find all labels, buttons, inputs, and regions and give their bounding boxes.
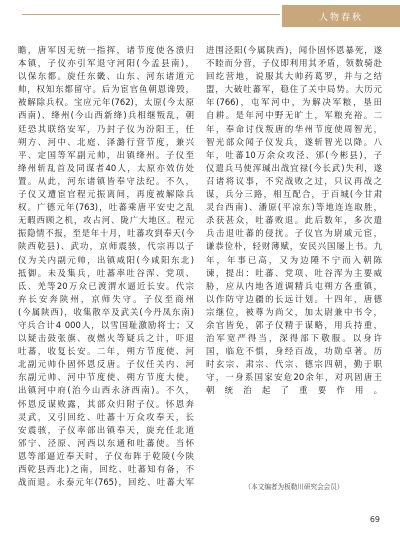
text-line: 不睦而分营，子仪即利用其矛盾，领数骑赴 bbox=[206, 58, 382, 69]
header-rule bbox=[22, 14, 280, 15]
text-line: 绛州斩乱首及同谋者40人，太原亦效仿处 bbox=[18, 162, 194, 173]
text-line: 北副元帅仆固怀恩反唐。子仪任关内、河 bbox=[18, 359, 194, 370]
text-line: 恩等部逼近奉天时，子仪布阵于乾陵(今陕 bbox=[18, 450, 194, 461]
text-line: 仪为关内副元帅，出镇咸阳(今咸阳东北) bbox=[18, 254, 194, 265]
text-line: 邠宁、泾原、河西以东通和吐蕃使。当怀 bbox=[18, 437, 194, 448]
text-line: 灵武，又引回纥、吐蕃十万众攻奉天，长 bbox=[18, 411, 194, 422]
text-line: 守兵合计4 000人，以雪国耻激励将士；又 bbox=[18, 319, 194, 330]
text-line: 回纥营地，说服其大帅药葛罗，并与之结 bbox=[206, 71, 382, 82]
text-line: 年，年事已高，又为边陲不宁而入朝陈 bbox=[206, 254, 382, 265]
text-line: 谏，提出：吐蕃、党项、吐谷浑为主要威 bbox=[206, 267, 382, 278]
text-line: 谋，兵分三路，相互配合，于百城(今甘肃 bbox=[206, 189, 382, 200]
text-line: 治军宽严得当，深得部下敬服。以身许 bbox=[206, 333, 382, 344]
text-line: 年(766)，屯军河中，为解决军粮，垦田 bbox=[206, 97, 382, 108]
left-text-column bbox=[18, 44, 194, 489]
text-line: 权。广德元年(763)，吐蕃乘唐平安史之乱 bbox=[18, 202, 194, 213]
text-line: 仪遣兵马使浑瑊出战宜禄(今长武)失利，遂 bbox=[206, 162, 382, 173]
text-line: 置。从此，河东诸镇皆奉守法纪。不久， bbox=[18, 175, 194, 186]
text-line: 灵台西南)、潘原(平凉东)等地连连取胜， bbox=[206, 202, 382, 213]
text-line: 陕西乾县)、武功，京师震骇，代宗再以子 bbox=[18, 241, 194, 252]
text-line: 无暇西顾之机，攻占河、陇广大地区。程元 bbox=[18, 215, 194, 226]
text-line: 廷恐其联络安军，乃封子仪为汾阳王，任 bbox=[18, 123, 194, 134]
text-line: 智光部众闻子仪发兵，遂斩智光以降。八 bbox=[206, 136, 382, 147]
author-note: （本文编者为板勒川研究会会员） bbox=[244, 483, 344, 491]
text-line: 战而退。永泰元年(765)，回纥、吐蕃大军 bbox=[18, 477, 194, 488]
text-line: 余官皆免，郭子仪精于谋略，用兵持重， bbox=[206, 319, 382, 330]
section-header-tab bbox=[282, 5, 400, 27]
text-line: 守，一身系国家安危20余年，对巩固唐王 bbox=[206, 372, 382, 383]
text-line: 安震骇，子仪率部出镇奉天，旋充任北道 bbox=[18, 424, 194, 435]
text-line: 子仪又遭宦官程元振离间，再度被解除兵 bbox=[18, 189, 194, 200]
text-line: 时玄宗、肃宗、代宗、德宗四朝，勤于职 bbox=[206, 359, 382, 370]
text-line: 弃长安奔陕州，京师失守。子仪至商州 bbox=[18, 293, 194, 304]
text-line: 召诸将议事，不究战败之过，只议再战之 bbox=[206, 175, 382, 186]
text-line: 宗继位，被尊为尚父，加太尉兼中书令， bbox=[206, 306, 382, 317]
text-line: 被解除兵权。宝应元年(762)，太原(今太原 bbox=[18, 97, 194, 108]
text-line: 西南)、绛州(今山西新绛)兵相继叛乱，朝 bbox=[18, 110, 194, 121]
text-line: 谦恭俭朴，轻财薄赋，安民兴国屡上书。九 bbox=[206, 241, 382, 252]
text-line: 盟，大破吐蕃军，稳住了关中局势。大历元 bbox=[206, 84, 382, 95]
text-line: 本镇，子仪亦引军退守河阳(今孟县南)， bbox=[18, 58, 194, 69]
text-line: 振隐情不报，至是年十月，吐蕃攻到奉天(今 bbox=[18, 228, 194, 239]
page-number: 69 bbox=[369, 515, 380, 524]
text-line: 以保东都。旋任东畿、山东、河东诸道元 bbox=[18, 71, 194, 82]
right-text-column bbox=[206, 44, 382, 398]
text-line: 出镇河中府(治今山西永济西南)。不久， bbox=[18, 385, 194, 396]
text-line: (今属陕西)，收集散卒及武关(今丹凤东南) bbox=[18, 306, 194, 317]
text-line: 平、定国等军副元帅，出镇绛州。子仪至 bbox=[18, 149, 194, 160]
section-title: 人物春秋 bbox=[318, 12, 363, 23]
text-line: 进围泾阳(今属陕西)，闻仆固怀恩暴死，遂 bbox=[206, 45, 382, 55]
text-line: 国，临危不惧，身经百战，功勋卓著。历 bbox=[206, 346, 382, 357]
text-line: 以作防守边疆的长远计划。十四年，唐德 bbox=[206, 293, 382, 304]
text-line: 自耕。是年河中野无旷土，军粮充裕。二 bbox=[206, 110, 382, 121]
text-line: 怀恩反谋败露，其部众归附子仪。怀恩奔 bbox=[18, 398, 194, 409]
text-line: 年，奉命讨伐叛唐的华州节度使周智光， bbox=[206, 123, 382, 134]
text-line: 兵击退吐蕃的侵扰。子仪官为尉戚元宦， bbox=[206, 228, 382, 239]
text-line: 抵御。未及集兵，吐蕃率吐谷浑、党项、 bbox=[18, 267, 194, 278]
text-line: 以疑击鼓张旗、夜燃火等疑兵之计，吓退 bbox=[18, 333, 194, 344]
text-line: 朝统治起了重要作用。 bbox=[206, 385, 382, 396]
text-line: 年，吐蕃10万余众攻泾、邠(今彬县)，子 bbox=[206, 149, 382, 160]
text-line: 胁，应从内地各道调精兵屯朔方各重镇， bbox=[206, 280, 382, 291]
text-line: 西乾县西北)之南，回纥、吐蕃知有备，不 bbox=[18, 464, 194, 474]
text-line: 帅，权知东都留守。后为宦官鱼朝恩谗毁， bbox=[18, 84, 194, 95]
text-line: 氐、羌等20万众已渡渭水逼近长安。代宗 bbox=[18, 280, 194, 291]
text-line: 杀获甚众，吐蕃败退。此后数年，多次遣 bbox=[206, 215, 382, 226]
text-line: 吐蕃，收复长安。二年，朔方节度使、河 bbox=[18, 346, 194, 357]
text-line: 东副元帅、河中节度使、朔方节度大使， bbox=[18, 372, 194, 383]
text-line: 朔方、河中、北庭、泽潞行营节度，兼兴 bbox=[18, 136, 194, 147]
text-line: 瞻，唐军因无统一指挥，诸节度使各溃归 bbox=[18, 45, 194, 55]
